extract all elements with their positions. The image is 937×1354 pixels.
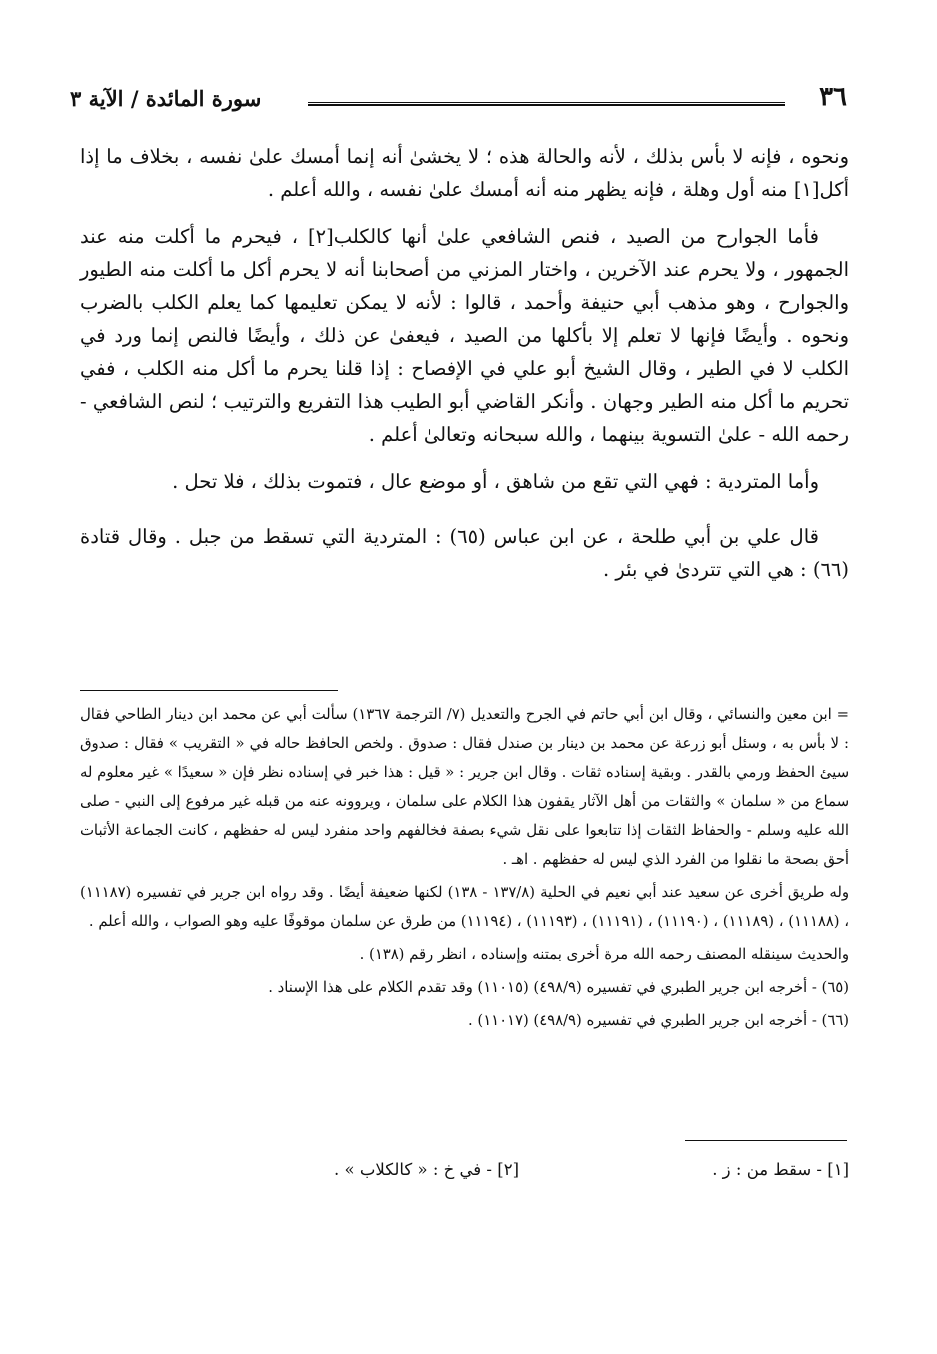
paragraph: ونحوه ، فإنه لا بأس بذلك ، لأنه والحالة هذه ؛ لا يخشىٰ أنه إنما أمسك علىٰ نفسه ، بخلاف ما إذا أكل[١] منه أول وهلة ، فإنه يظهر منه أنه أمسك علىٰ نفسه ، والله أعلم . <box>80 145 849 201</box>
bracket-note: [١] - سقط من : ز . <box>712 1160 849 1179</box>
running-title: سورة المائدة / الآية ٣ <box>70 86 262 111</box>
bracket-notes <box>80 1160 849 1190</box>
header-rule <box>308 102 785 106</box>
footnote: = ابن معين والنسائي ، وقال ابن أبي حاتم في الجرح والتعديل (٧/ الترجمة ١٣٦٧) سألت أبي عن محمد ابن دينار الطاحي فقال : لا بأس به ، وسئل أبو زرعة عن محمد بن دينار بن صندل فقال : صدوق . ولخص الحافظ حاله في « التقريب » فقال : صدوق سيئ الحفظ ورمي بالقدر . وبقية إسناده ثقات . وقال ابن جرير : « قيل : هذا خبر في إسناده نظر فإن « سعيدًا » غير معلوم له سماع من « سلمان » والثقات من أهل الآثار يقفون هذا الكلام على سلمان ، ويروونه عنه من قبله غير مرفوع إلى النبي - صلى الله عليه وسلم - والحفاظ الثقات إذا تتابعوا على نقل شيء بصفة فخالفهم واحد منفرد ليس له حفظهم ، كانت الجماعة الأثبات أحق بصحة ما نقلوا من الفرد الذي ليس له حفظهم . اهـ . <box>80 706 849 868</box>
footnote: (٦٦) - أخرجه ابن جرير الطبري في تفسيره (٤٩٨/٩) (١١٠١٧) . <box>468 1012 849 1029</box>
paragraph: قال علي بن أبي طلحة ، عن ابن عباس (٦٥) : المتردية التي تسقط من جبل . وقال قتادة (٦٦) : هي التي تتردىٰ في بئر . <box>80 525 849 581</box>
bracket-note: [٢] - في خ : « كالكلاب » . <box>334 1160 519 1179</box>
page-number: ٣٦ <box>819 82 847 112</box>
main-text <box>80 140 849 600</box>
paragraph: فأما الجوارح من الصيد ، فنص الشافعي علىٰ أنها كالكلب[٢] ، فيحرم ما أكلت منه عند الجمهور ، ولا يحرم عند الآخرين ، واختار المزني من أصحابنا أنه لا يحرم أكل ما أكلت منه الطيور والجوارح ، وهو مذهب أبي حنيفة وأحمد ، قالوا : لأنه لا يمكن تعليمها كما يعلم الكلب بالضرب ونحوه . وأيضًا فإنها لا تعلم إلا بأكلها من الصيد ، فيعفىٰ عن ذلك ، وأيضًا فالنص إنما ورد في الكلب لا في الطير ، وقال الشيخ أبو علي في الإفصاح : إذا قلنا يحرم ما أكل منه الكلب ، ففي تحريم ما أكل منه الطير وجهان . وأنكر القاضي أبو الطيب هذا التفريع والترتيب ؛ لنص الشافعي - رحمه الله - علىٰ التسوية بينهما ، والله سبحانه وتعالىٰ أعلم . <box>80 225 849 446</box>
paragraph: وأما المتردية : فهي التي تقع من شاهق ، أو موضع عال ، فتموت بذلك ، فلا تحل . <box>172 470 819 493</box>
footnote: والحديث سينقله المصنف رحمه الله مرة أخرى بمتنه وإسناده ، انظر رقم (١٣٨) . <box>359 946 849 963</box>
footnote: (٦٥) - أخرجه ابن جرير الطبري في تفسيره (٤٩٨/٩) (١١٠١٥) وقد تقدم الكلام على هذا الإسناد . <box>268 979 849 996</box>
footnote-rule <box>80 690 338 691</box>
footnotes <box>80 700 849 1039</box>
page-header <box>70 82 847 122</box>
bracket-notes-rule <box>685 1140 847 1141</box>
footnote: وله طريق أخرى عن سعيد عند أبي نعيم في الحلية (١٣٧/٨ - ١٣٨) لكنها ضعيفة أيضًا . وقد رواه ابن جرير في تفسيره (١١١٨٧) ، (١١١٨٨) ، (١١١٨٩) ، (١١١٩٠) ، (١١١٩١) ، (١١١٩٣) ، (١١١٩٤) من طرق عن سلمان موقوفًا عليه وهو الصواب ، والله أعلم . <box>80 884 849 930</box>
